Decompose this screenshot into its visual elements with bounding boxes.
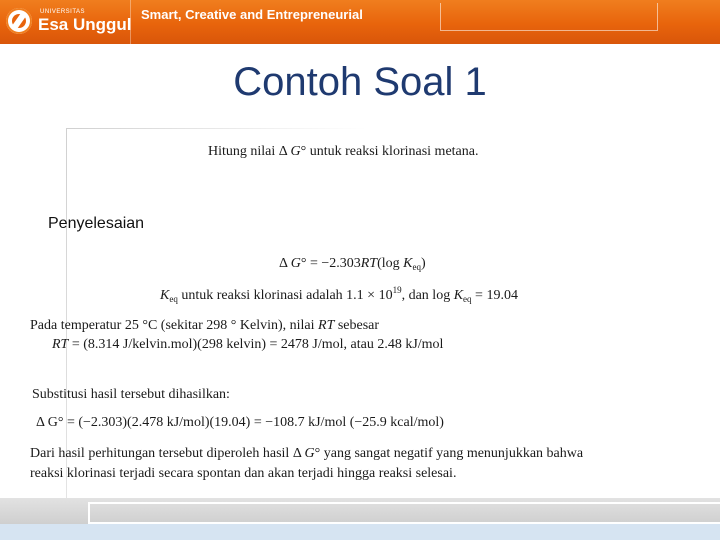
- substitution-line: Substitusi hasil tersebut dihasilkan:: [32, 387, 230, 402]
- calculation-line: Δ G° = (−2.303)(2.478 kJ/mol)(19.04) = −108.7 kJ/mol (−25.9 kcal/mol): [36, 415, 444, 430]
- university-logo: [6, 6, 132, 36]
- footer-strip: [0, 524, 720, 540]
- header-banner: [0, 0, 720, 44]
- solution-heading: Penyelesaian: [48, 215, 145, 232]
- logo-name: Esa Unggul: [38, 15, 132, 34]
- temperature-line: Pada temperatur 25 °C (sekitar 298 ° Kelvin), nilai RT sebesar: [30, 318, 380, 333]
- keq-line: $K_{eq}$ untuk reaksi klorinasi adalah $1.1 \times 10^{19}$, dan $\log K_{eq} = 19.04$: [160, 285, 518, 304]
- footer-frame: [88, 502, 720, 524]
- conclusion-line-2: reaksi klorinasi terjadi secara spontan dan akan terjadi hingga reaksi selesai.: [30, 466, 457, 481]
- logo-emblem-icon: [6, 8, 32, 34]
- question-text: Hitung nilai Δ G° untuk reaksi klorinasi metana.: [208, 144, 479, 159]
- gibbs-equation: Δ G° = −2.303RT(log $K_{eq}$): [279, 256, 426, 272]
- tagline: Smart, Creative and Entrepreneurial: [141, 7, 363, 22]
- slide-title: Contoh Soal 1: [233, 60, 487, 104]
- logo-small-text: UNIVERSITAS: [40, 9, 86, 15]
- rt-line: RT = (8.314 J/kelvin.mol)(298 kelvin) = 2478 J/mol, atau 2.48 kJ/mol: [52, 337, 444, 352]
- frame-line-top: [66, 128, 366, 129]
- banner-frame: [440, 3, 658, 31]
- conclusion-line-1: Dari hasil perhitungan tersebut diperoleh hasil Δ G° yang sangat negatif yang menunjukkan bahwa: [30, 446, 584, 461]
